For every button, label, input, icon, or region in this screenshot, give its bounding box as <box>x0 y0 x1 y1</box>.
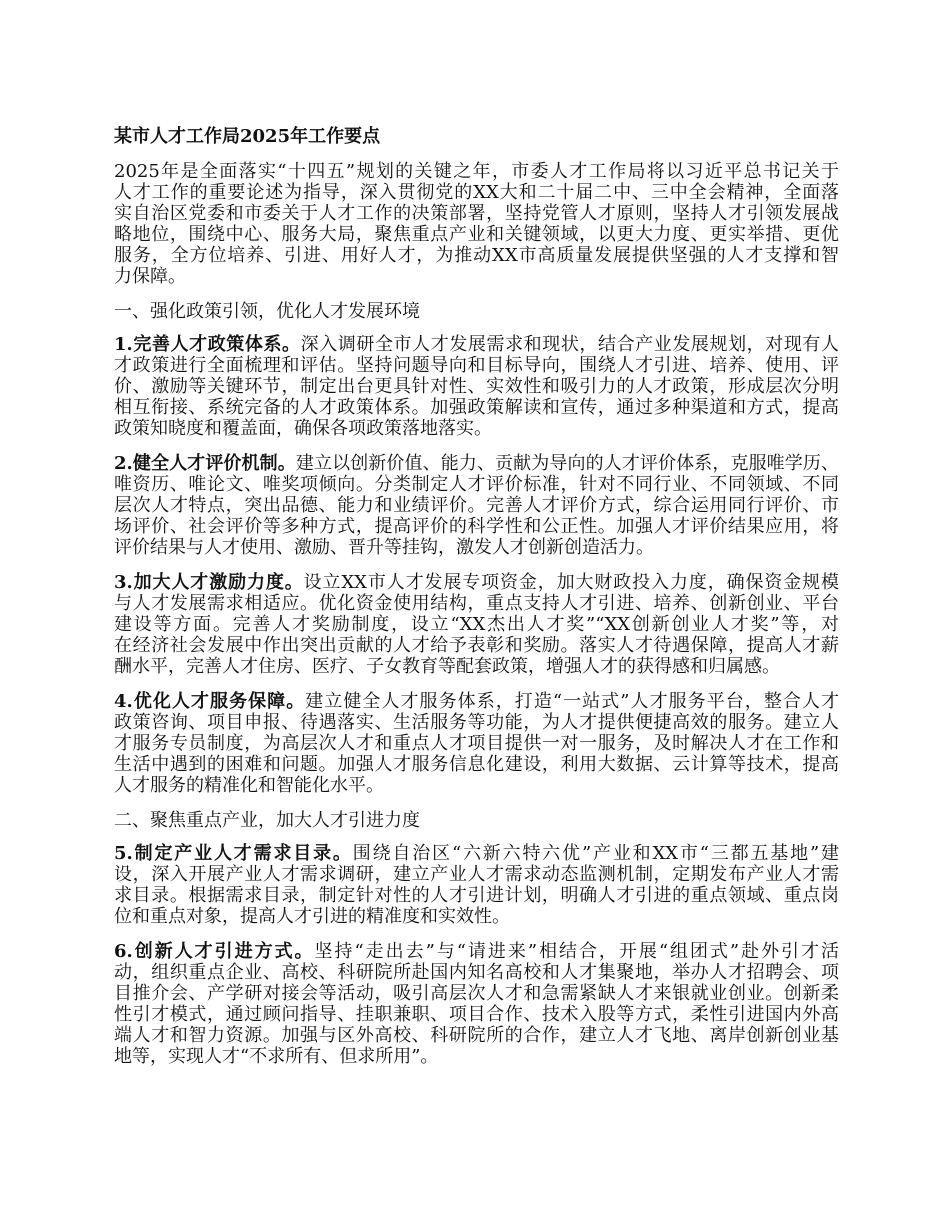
text-line <box>114 245 839 266</box>
line-text: 生活中遇到的困难和问题。加强人才服务信息化建设，利用大数据、云计算等技术，提高 <box>114 754 839 775</box>
line-text: 设立XX市人才发展专项资金，加大财政投入力度，确保资金规模 <box>303 572 839 593</box>
item-lead: 3.加大人才激励力度。 <box>114 572 304 593</box>
line-text: 人才服务的精准化和智能化水平。 <box>114 775 384 796</box>
document-content <box>114 161 839 1067</box>
line-text: 酬水平，完善人才住房、医疗、子女教育等配套政策，增强人才的获得感和归属感。 <box>114 656 780 677</box>
line-text: 二、聚焦重点产业，加大人才引进力度 <box>114 810 420 831</box>
text-line <box>114 453 839 474</box>
text-line <box>114 810 839 831</box>
line-text: 才政策进行全面梳理和评估。坚持问题导向和目标导向，围绕人才引进、培养、使用、评 <box>114 355 839 376</box>
text-line <box>114 572 839 593</box>
text-line <box>114 733 839 754</box>
text-line <box>114 1004 839 1025</box>
line-text: 层次人才特点，突出品德、能力和业绩评价。完善人才评价方式，综合运用同行评价、市 <box>114 495 839 516</box>
text-line <box>114 754 839 775</box>
paragraph <box>114 691 839 796</box>
line-text: 政策咨询、项目申报、待遇落实、生活服务等功能，为人才提供便捷高效的服务。建立人 <box>114 712 839 733</box>
text-line <box>114 906 839 927</box>
text-line <box>114 962 839 983</box>
item-lead: 6.创新人才引进方式。 <box>114 941 315 962</box>
text-line <box>114 334 839 355</box>
line-text: 坚持“走出去”与“请进来”相结合，开展“组团式”赴外引才活 <box>314 941 839 962</box>
line-text: 评价结果与人才使用、激励、晋升等挂钩，激发人才创新创造活力。 <box>114 537 654 558</box>
line-text: 深入调研全市人才发展需求和现状，结合产业发展规划，对现有人 <box>300 334 839 355</box>
text-line <box>114 983 839 1004</box>
line-text: 才服务专员制度，为高层次人才和重点人才项目提供一对一服务，及时解决人才在工作和 <box>114 733 839 754</box>
line-text: 在经济社会发展中作出突出贡献的人才给予表彰和奖励。落实人才待遇保障，提高人才薪 <box>114 635 839 656</box>
line-text: 力保障。 <box>114 266 186 287</box>
text-line <box>114 1025 839 1046</box>
paragraph <box>114 453 839 558</box>
line-text: 价、激励等关键环节，制定出台更具针对性、实效性和吸引力的人才政策，形成层次分明 <box>114 376 839 397</box>
line-text: 端人才和智力资源。加强与区外高校、科研院所的合作，建立人才飞地、离岸创新创业基 <box>114 1025 839 1046</box>
text-line <box>114 656 839 677</box>
item-lead: 4.优化人才服务保障。 <box>114 691 306 712</box>
line-text: 设，深入开展产业人才需求调研，建立产业人才需求动态监测机制，定期发布产业人才需 <box>114 864 839 885</box>
text-line <box>114 516 839 537</box>
text-line <box>114 712 839 733</box>
line-text: 略地位，围绕中心、服务大局，聚焦重点产业和关键领域，以更大力度、更实举措、更优 <box>114 224 839 245</box>
line-text: 围绕自治区“六新六特六优”产业和XX市“三都五基地”建 <box>352 843 840 864</box>
text-line <box>114 224 839 245</box>
line-text: 相互衔接、系统完备的人才政策体系。加强政策解读和宣传，通过多种渠道和方式，提高 <box>114 397 839 418</box>
text-line <box>114 614 839 635</box>
line-text: 实自治区党委和市委关于人才工作的决策部署，坚持党管人才原则，坚持人才引领发展战 <box>114 203 839 224</box>
paragraph <box>114 161 839 287</box>
text-line <box>114 1046 839 1067</box>
line-text: 性引才模式，通过顾问指导、挂职兼职、项目合作、技术入股等方式，柔性引进国内外高 <box>114 1004 839 1025</box>
line-text: 建设等方面。完善人才奖励制度，设立“XX杰出人才奖”“XX创新创业人才奖”等，对 <box>114 614 839 635</box>
paragraph <box>114 843 839 927</box>
section-heading <box>114 810 839 831</box>
line-text: 目推介会、产学研对接会等活动，吸引高层次人才和急需紧缺人才来银就业创业。创新柔 <box>114 983 839 1004</box>
line-text: 政策知晓度和覆盖面，确保各项政策落地落实。 <box>114 418 492 439</box>
text-line <box>114 691 839 712</box>
item-lead: 2.健全人才评价机制。 <box>114 453 296 474</box>
paragraph <box>114 572 839 677</box>
line-text: 人才工作的重要论述为指导，深入贯彻党的XX大和二十届二中、三中全会精神，全面落 <box>114 182 839 203</box>
text-line <box>114 301 839 322</box>
text-line <box>114 161 839 182</box>
text-line <box>114 593 839 614</box>
document-body <box>114 126 839 1081</box>
line-text: 求目录。根据需求目录，制定针对性的人才引进计划，明确人才引进的重点领域、重点岗 <box>114 885 839 906</box>
text-line <box>114 418 839 439</box>
item-lead: 1.完善人才政策体系。 <box>114 334 301 355</box>
document-title: 某市人才工作局2025年工作要点 <box>114 126 381 147</box>
text-line <box>114 182 839 203</box>
line-text: 场评价、社会评价等多种方式，提高评价的科学性和公正性。加强人才评价结果应用，将 <box>114 516 839 537</box>
line-text: 2025年是全面落实“十四五”规划的关键之年，市委人才工作局将以习近平总书记关于 <box>114 161 839 182</box>
text-line <box>114 775 839 796</box>
line-text: 建立健全人才服务体系，打造“一站式”人才服务平台，整合人才 <box>305 691 839 712</box>
section-heading <box>114 301 839 322</box>
text-line <box>114 843 839 864</box>
text-line <box>114 885 839 906</box>
paragraph <box>114 941 839 1067</box>
paragraph <box>114 334 839 439</box>
item-lead: 5.制定产业人才需求目录。 <box>114 843 353 864</box>
line-text: 唯资历、唯论文、唯奖项倾向。分类制定人才评价标准，针对不同行业、不同领域、不同 <box>114 474 839 495</box>
line-text: 地等，实现人才“不求所有、但求所用”。 <box>114 1046 439 1067</box>
text-line <box>114 203 839 224</box>
text-line <box>114 537 839 558</box>
text-line <box>114 635 839 656</box>
line-text: 一、强化政策引领，优化人才发展环境 <box>114 301 420 322</box>
text-line <box>114 864 839 885</box>
text-line <box>114 266 839 287</box>
line-text: 位和重点对象，提高人才引进的精准度和实效性。 <box>114 906 510 927</box>
line-text: 与人才发展需求相适应。优化资金使用结构，重点支持人才引进、培养、创新创业、平台 <box>114 593 839 614</box>
text-line <box>114 355 839 376</box>
line-text: 服务，全方位培养、引进、用好人才，为推动XX市高质量发展提供坚强的人才支撑和智 <box>114 245 839 266</box>
line-text: 建立以创新价值、能力、贡献为导向的人才评价体系，克服唯学历、 <box>295 453 839 474</box>
text-line <box>114 941 839 962</box>
line-text: 动，组织重点企业、高校、科研院所赴国内知名高校和人才集聚地，举办人才招聘会、项 <box>114 962 839 983</box>
text-line <box>114 376 839 397</box>
text-line <box>114 495 839 516</box>
text-line <box>114 397 839 418</box>
text-line <box>114 474 839 495</box>
